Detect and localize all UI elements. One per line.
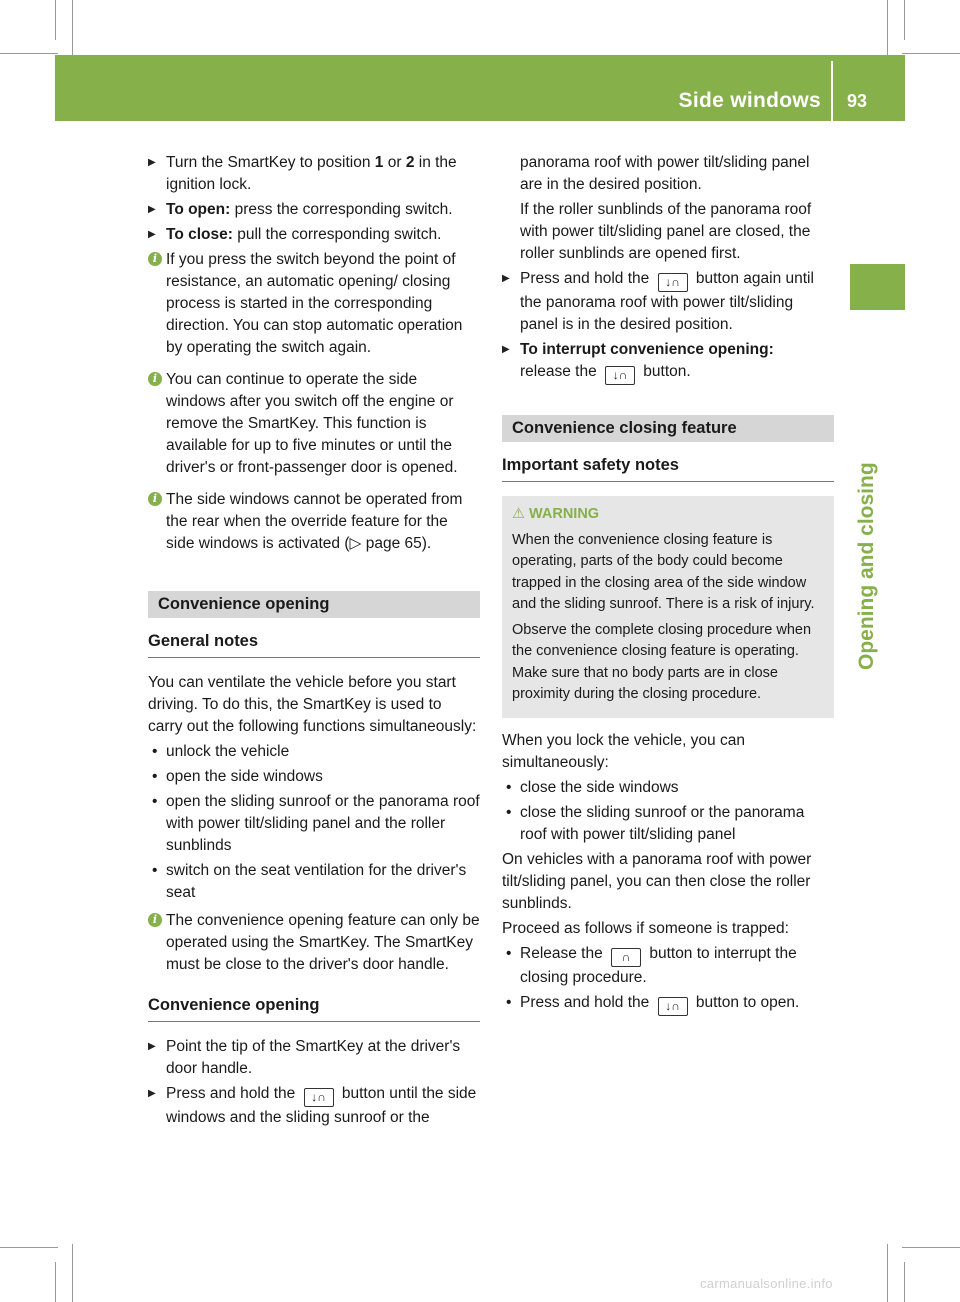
info-note — [148, 910, 480, 976]
step-text: Press and hold the — [166, 1085, 300, 1102]
crop-mark — [904, 1262, 905, 1302]
step-text: button until the side windows and the sliding sunroof or the — [166, 1085, 477, 1126]
step-text: button again until the panorama roof with power tilt/sliding panel is in the desired position. — [520, 270, 814, 333]
chapter-label: Opening and closing — [855, 462, 878, 670]
crop-mark — [904, 0, 905, 40]
chapter-tab — [850, 264, 905, 310]
paragraph: panorama roof with power tilt/sliding panel are in the desired position. — [520, 154, 810, 193]
step-text: press the corresponding switch. — [230, 201, 453, 218]
info-icon: i — [148, 913, 162, 927]
step-text: or — [383, 154, 406, 171]
paragraph: You can ventilate the vehicle before you start driving. To do this, the SmartKey is used to carry out the following functions simultaneously: — [148, 674, 477, 735]
unlock-button-icon: ↓∩ — [605, 366, 635, 385]
warning-text: When the convenience closing feature is operating, parts of the body could become trapped in the closing area of the side window and the sliding sunroof. There is a risk of injury. — [512, 531, 815, 612]
subheading: General notes — [148, 630, 480, 658]
right-column — [502, 152, 834, 1019]
position-2: 2 — [405, 154, 415, 171]
list-text: Release the — [520, 944, 608, 962]
list-text: Press and hold the — [520, 993, 654, 1011]
list-item: • open the side windows — [148, 766, 480, 788]
info-icon: i — [148, 372, 162, 386]
info-icon: i — [148, 492, 162, 506]
list-item: • unlock the vehicle — [148, 741, 480, 763]
unlock-button-icon: ↓∩ — [658, 997, 688, 1016]
list-item: • open the sliding sunroof or the panorama roof with power tilt/sliding panel and the roller sunblinds — [148, 791, 480, 857]
crop-mark — [0, 1247, 58, 1248]
step-position — [148, 152, 480, 196]
crop-mark — [55, 1262, 56, 1302]
info-text: The side windows cannot be operated from the rear when the override feature for the side windows is activated (▷ page 65). — [166, 491, 463, 552]
step-label: To open: — [166, 201, 231, 218]
step-text: release the — [520, 363, 601, 380]
list-item — [502, 992, 834, 1016]
step-text: pull the corresponding switch. — [232, 226, 442, 243]
info-note — [148, 369, 480, 479]
info-note — [148, 249, 480, 359]
section-title: Convenience closing feature — [502, 415, 834, 442]
step-text: Turn the SmartKey to position — [166, 154, 375, 171]
watermark: carmanualsonline.info — [700, 1276, 833, 1291]
subheading: Important safety notes — [502, 454, 834, 482]
step-press-hold — [148, 1083, 480, 1129]
info-text: You can continue to operate the side windows after you switch off the engine or remove the SmartKey. This function is available for up to five minutes or until the driver's or front-passenger door is opened. — [166, 371, 458, 476]
info-text: If you press the switch beyond the point of resistance, an automatic opening/ closing process is started in the corresponding direction. You can stop automatic operation by operating the switch again. — [166, 251, 463, 356]
paragraph: Proceed as follows if someone is trapped: — [502, 919, 789, 937]
list-item — [502, 943, 834, 989]
step-open — [148, 199, 480, 221]
step-close — [148, 224, 480, 246]
crop-mark — [887, 0, 888, 58]
info-text: The convenience opening feature can only be operated using the SmartKey. The SmartKey must be close to the driver's door handle. — [166, 912, 480, 973]
warning-icon: ⚠ — [512, 506, 525, 522]
step-text: in the ignition lock. — [166, 154, 457, 193]
list-item: • close the side windows — [502, 777, 834, 799]
crop-mark — [902, 1247, 960, 1248]
page-title: Side windows — [678, 89, 821, 112]
list-text: button to open. — [691, 993, 800, 1011]
page-number: 93 — [847, 91, 868, 111]
list-item: • close the sliding sunroof or the panorama roof with power tilt/sliding panel — [502, 802, 834, 846]
step-text: Press and hold the — [520, 270, 654, 287]
warning-text: Observe the complete closing procedure when the convenience closing feature is operating. Make sure that no body parts are in close proximity during the closing procedure. — [512, 621, 812, 702]
paragraph: When you lock the vehicle, you can simultaneously: — [502, 731, 745, 771]
step-point-key: ▶ Point the tip of the SmartKey at the driver's door handle. — [148, 1036, 480, 1080]
warning-box — [502, 496, 834, 718]
header-divider — [831, 61, 833, 121]
crop-mark — [902, 53, 960, 54]
unlock-button-icon: ↓∩ — [304, 1088, 334, 1107]
crop-mark — [72, 1244, 73, 1302]
page-header — [55, 55, 905, 121]
unlock-button-icon: ↓∩ — [658, 273, 688, 292]
info-note — [148, 489, 480, 555]
paragraph: On vehicles with a panorama roof with power tilt/sliding panel, you can then close the roller sunblinds. — [502, 850, 812, 912]
crop-mark — [0, 53, 58, 54]
step-interrupt — [502, 339, 834, 385]
crop-mark — [887, 1244, 888, 1302]
left-column — [148, 152, 480, 1132]
paragraph: If the roller sunblinds of the panorama roof with power tilt/sliding panel are closed, the roller sunblinds are opened first. — [520, 201, 812, 262]
step-text: button. — [639, 363, 691, 380]
info-icon: i — [148, 252, 162, 266]
step-label: To close: — [166, 226, 233, 243]
lock-button-icon: ∩ — [611, 948, 641, 967]
list-item: • switch on the seat ventilation for the driver's seat — [148, 860, 480, 904]
step-label: To interrupt convenience opening: — [520, 341, 774, 358]
warning-title: WARNING — [529, 506, 600, 522]
crop-mark — [55, 0, 56, 40]
list-text: button to interrupt the closing procedure. — [520, 944, 797, 986]
section-title: Convenience opening — [148, 591, 480, 618]
position-1: 1 — [374, 154, 384, 171]
step-press-hold-again — [502, 268, 834, 336]
crop-mark — [72, 0, 73, 58]
subheading: Convenience opening — [148, 994, 480, 1022]
